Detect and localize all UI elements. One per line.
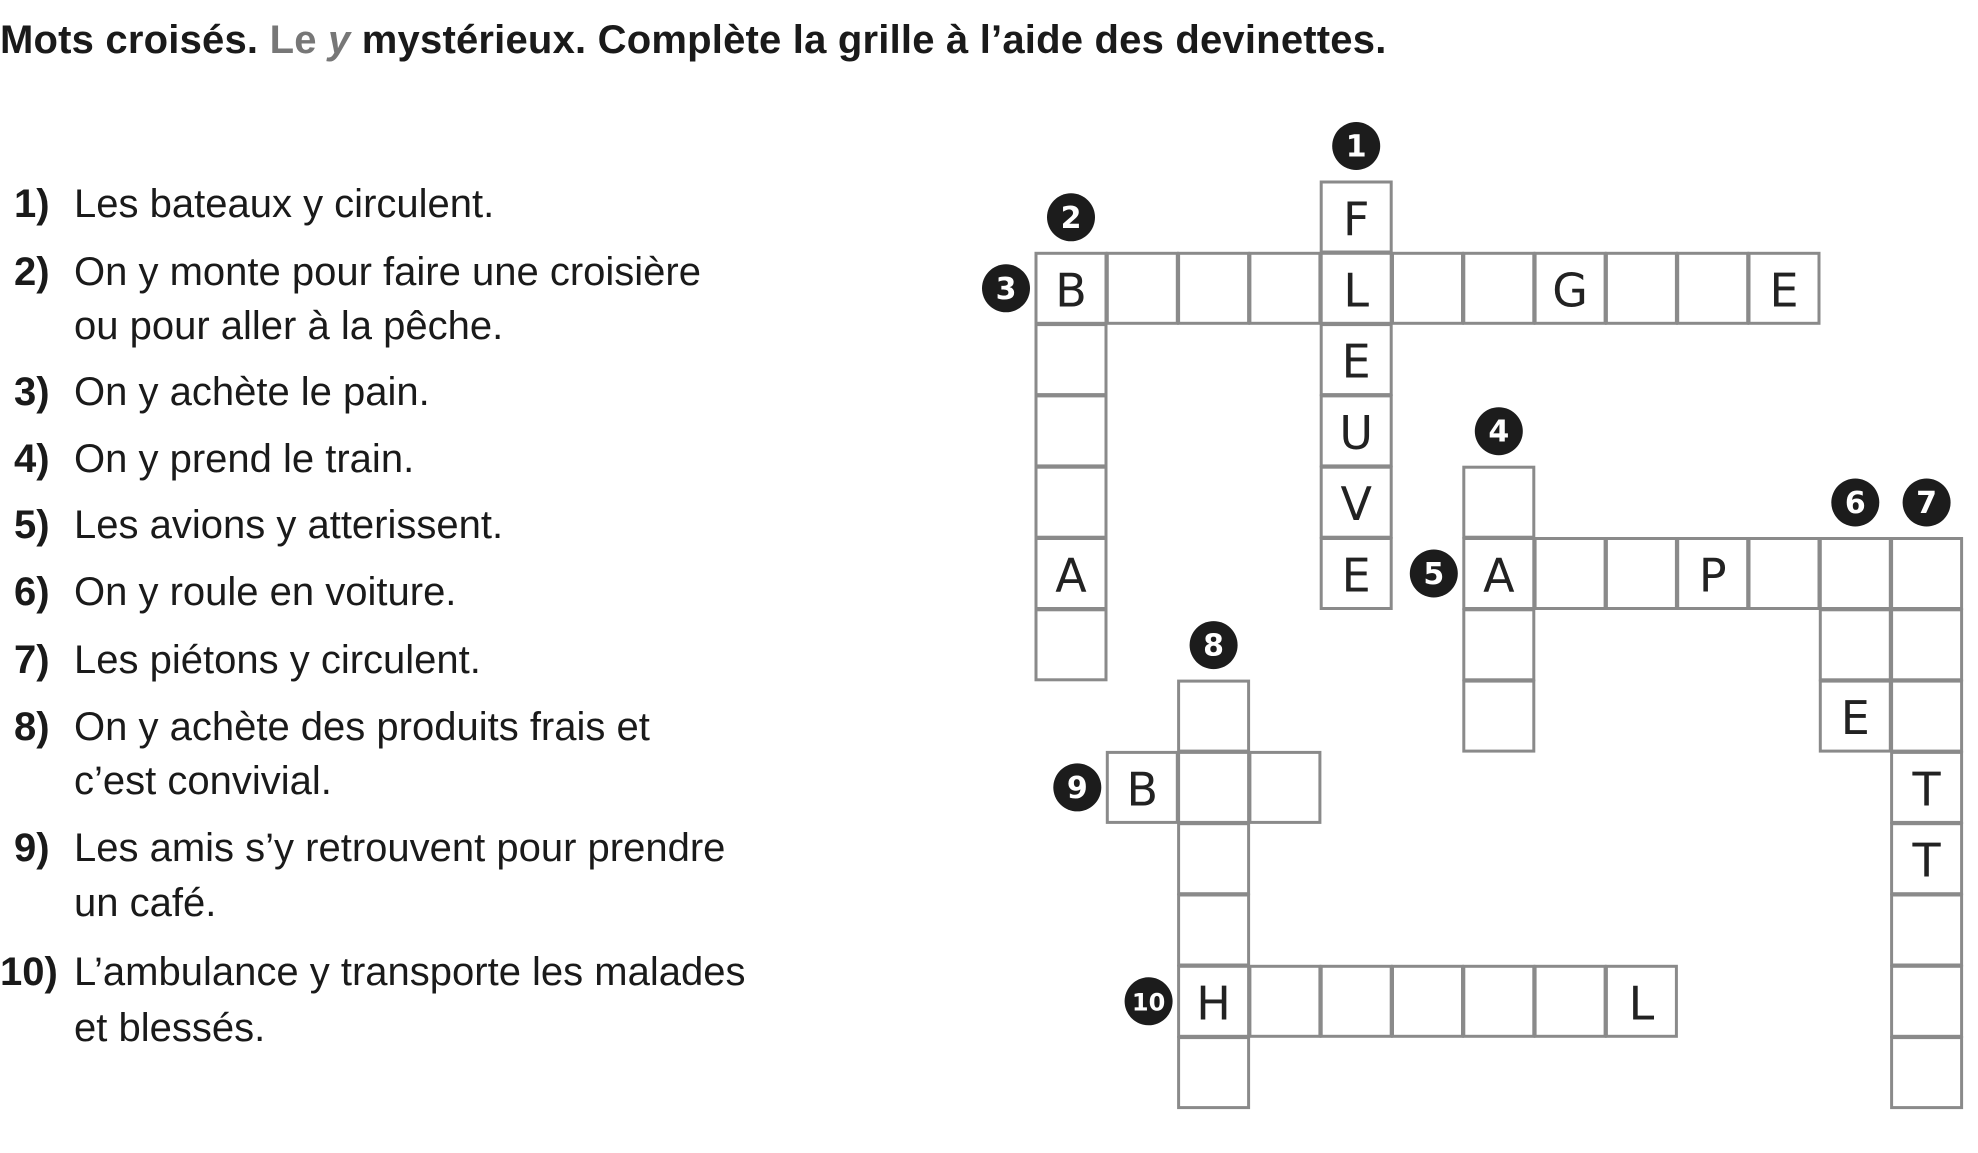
clue-number: 4) [14, 437, 50, 481]
grid-cell[interactable] [1250, 966, 1320, 1036]
clue-number-badge [1410, 550, 1458, 598]
grid-cell[interactable] [1393, 253, 1463, 323]
grid-cell[interactable] [1036, 325, 1106, 395]
grid-cell[interactable] [1820, 539, 1890, 609]
clue-text: Les bateaux y circulent. [74, 182, 495, 226]
clue-number: 2) [14, 250, 50, 294]
grid-cell[interactable] [1179, 253, 1249, 323]
grid-cell[interactable] [1036, 610, 1106, 680]
clue-number: 10) [0, 950, 58, 994]
clue-number: 7) [14, 638, 50, 682]
cell-letter: L [1343, 263, 1370, 318]
grid-cell[interactable] [1820, 681, 1890, 751]
clue-text: On y roule en voiture. [74, 570, 457, 614]
cell-letter: U [1339, 405, 1374, 460]
grid-cell[interactable] [1250, 253, 1320, 323]
clue-number-badge [1125, 977, 1173, 1025]
grid-cell[interactable] [1321, 539, 1391, 609]
cell-letter: A [1055, 548, 1087, 603]
clue-text: On y prend le train. [74, 437, 415, 481]
grid-cell[interactable] [1321, 966, 1391, 1036]
clue-text: On y achète le pain. [74, 370, 430, 414]
cell-letter: V [1340, 477, 1372, 532]
grid-cell[interactable] [1321, 182, 1391, 252]
clue-text: On y achète des produits frais et [74, 705, 650, 749]
cell-letter: T [1912, 833, 1941, 888]
badge-number: 3 [995, 271, 1017, 307]
grid-cell[interactable] [1393, 966, 1463, 1036]
grid-cell[interactable] [1535, 966, 1605, 1036]
title-part2: mystérieux. Complète la grille à l’aide des devinettes. [361, 18, 1387, 62]
grid-cell[interactable] [1464, 467, 1534, 537]
grid-cell[interactable] [1464, 539, 1534, 609]
clue-text: c’est convivial. [74, 759, 332, 803]
cell-letter: E [1341, 334, 1371, 389]
title-part1: Mots croisés. [0, 18, 259, 62]
clue-number-badge [1831, 479, 1879, 527]
grid-cell[interactable] [1036, 467, 1106, 537]
clue-number-badge [1903, 479, 1951, 527]
cell-letter: B [1055, 263, 1087, 318]
grid-cell[interactable] [1892, 824, 1962, 894]
cell-letter: P [1698, 548, 1727, 603]
clue-number-badge [1332, 122, 1380, 170]
badge-number: 9 [1066, 770, 1088, 806]
badge-number: 7 [1916, 486, 1938, 521]
clue-text: Les avions y atterissent. [74, 503, 504, 547]
grid-cell[interactable] [1606, 966, 1676, 1036]
cell-letter: G [1552, 263, 1588, 318]
grid-cell[interactable] [1535, 539, 1605, 609]
badge-number: 6 [1844, 486, 1866, 521]
cell-letter: F [1342, 192, 1370, 246]
grid-cell[interactable] [1179, 895, 1249, 965]
clue-number-badge [1053, 763, 1101, 811]
clue-text: et blessés. [74, 1006, 266, 1050]
clue-text: Les piétons y circulent. [74, 638, 481, 682]
grid-cell[interactable] [1892, 539, 1962, 609]
title-le: Le [269, 18, 317, 62]
grid-cell[interactable] [1321, 253, 1391, 323]
grid-cell[interactable] [1892, 966, 1962, 1036]
clue-text: un café. [74, 881, 217, 925]
grid-cell[interactable] [1464, 253, 1534, 323]
badge-number: 4 [1488, 414, 1510, 450]
clue-number-badge [982, 264, 1030, 312]
grid-cell[interactable] [1321, 467, 1391, 537]
grid-cell[interactable] [1179, 752, 1249, 822]
clue-number: 6) [14, 570, 50, 614]
grid-cell[interactable] [1321, 396, 1391, 466]
clue-number-badge [1475, 407, 1523, 455]
grid-cell[interactable] [1107, 752, 1177, 822]
title-y: y [328, 18, 351, 62]
grid-cell[interactable] [1464, 610, 1534, 680]
grid-cell[interactable] [1535, 253, 1605, 323]
grid-cell[interactable] [1892, 610, 1962, 680]
cell-letter: B [1126, 762, 1159, 817]
clue-number: 1) [14, 182, 50, 226]
clue-number: 5) [14, 503, 50, 547]
grid-cell[interactable] [1036, 253, 1106, 323]
grid-cell[interactable] [1321, 325, 1391, 395]
grid-cell[interactable] [1892, 752, 1962, 822]
clue-number-badge [1190, 621, 1238, 669]
badge-number: 5 [1423, 557, 1445, 592]
cell-letter: H [1196, 976, 1231, 1031]
cell-letter: E [1341, 548, 1371, 603]
grid-cell[interactable] [1107, 253, 1177, 323]
grid-cell[interactable] [1179, 1038, 1249, 1108]
cell-letter: T [1912, 762, 1941, 817]
badge-number: 2 [1060, 200, 1082, 236]
grid-cell[interactable] [1606, 539, 1676, 609]
grid-cell[interactable] [1179, 824, 1249, 894]
clue-number: 8) [14, 705, 50, 749]
clue-text: On y monte pour faire une croisière [74, 250, 701, 294]
cell-letter: L [1628, 976, 1655, 1031]
grid-cell[interactable] [1749, 539, 1819, 609]
clue-text: Les amis s’y retrouvent pour prendre [74, 826, 726, 870]
grid-cell[interactable] [1464, 681, 1534, 751]
grid-cell[interactable] [1892, 681, 1962, 751]
grid-cell[interactable] [1179, 681, 1249, 751]
grid-cell[interactable] [1820, 610, 1890, 680]
badge-number: 1 [1345, 129, 1367, 165]
grid-cell[interactable] [1892, 895, 1962, 965]
grid-cell[interactable] [1036, 539, 1106, 609]
grid-cell[interactable] [1179, 966, 1249, 1036]
clue-number: 3) [14, 370, 50, 414]
grid-cell[interactable] [1678, 539, 1748, 609]
clue-text: L’ambulance y transporte les malades [74, 950, 746, 994]
clue-number-badge [1047, 193, 1095, 241]
cell-letter: E [1769, 263, 1799, 318]
clue-text: ou pour aller à la pêche. [74, 304, 504, 348]
cell-letter: E [1840, 691, 1870, 746]
grid-cell[interactable] [1749, 253, 1819, 323]
clue-number: 9) [14, 826, 50, 870]
grid-cell[interactable] [1892, 1038, 1962, 1108]
grid-cell[interactable] [1464, 966, 1534, 1036]
grid-cell[interactable] [1250, 752, 1320, 822]
cell-letter: A [1483, 548, 1515, 603]
grid-cell[interactable] [1606, 253, 1676, 323]
badge-number: 8 [1203, 628, 1225, 664]
grid-cell[interactable] [1678, 253, 1748, 323]
badge-number: 10 [1131, 988, 1166, 1017]
grid-cell[interactable] [1036, 396, 1106, 466]
